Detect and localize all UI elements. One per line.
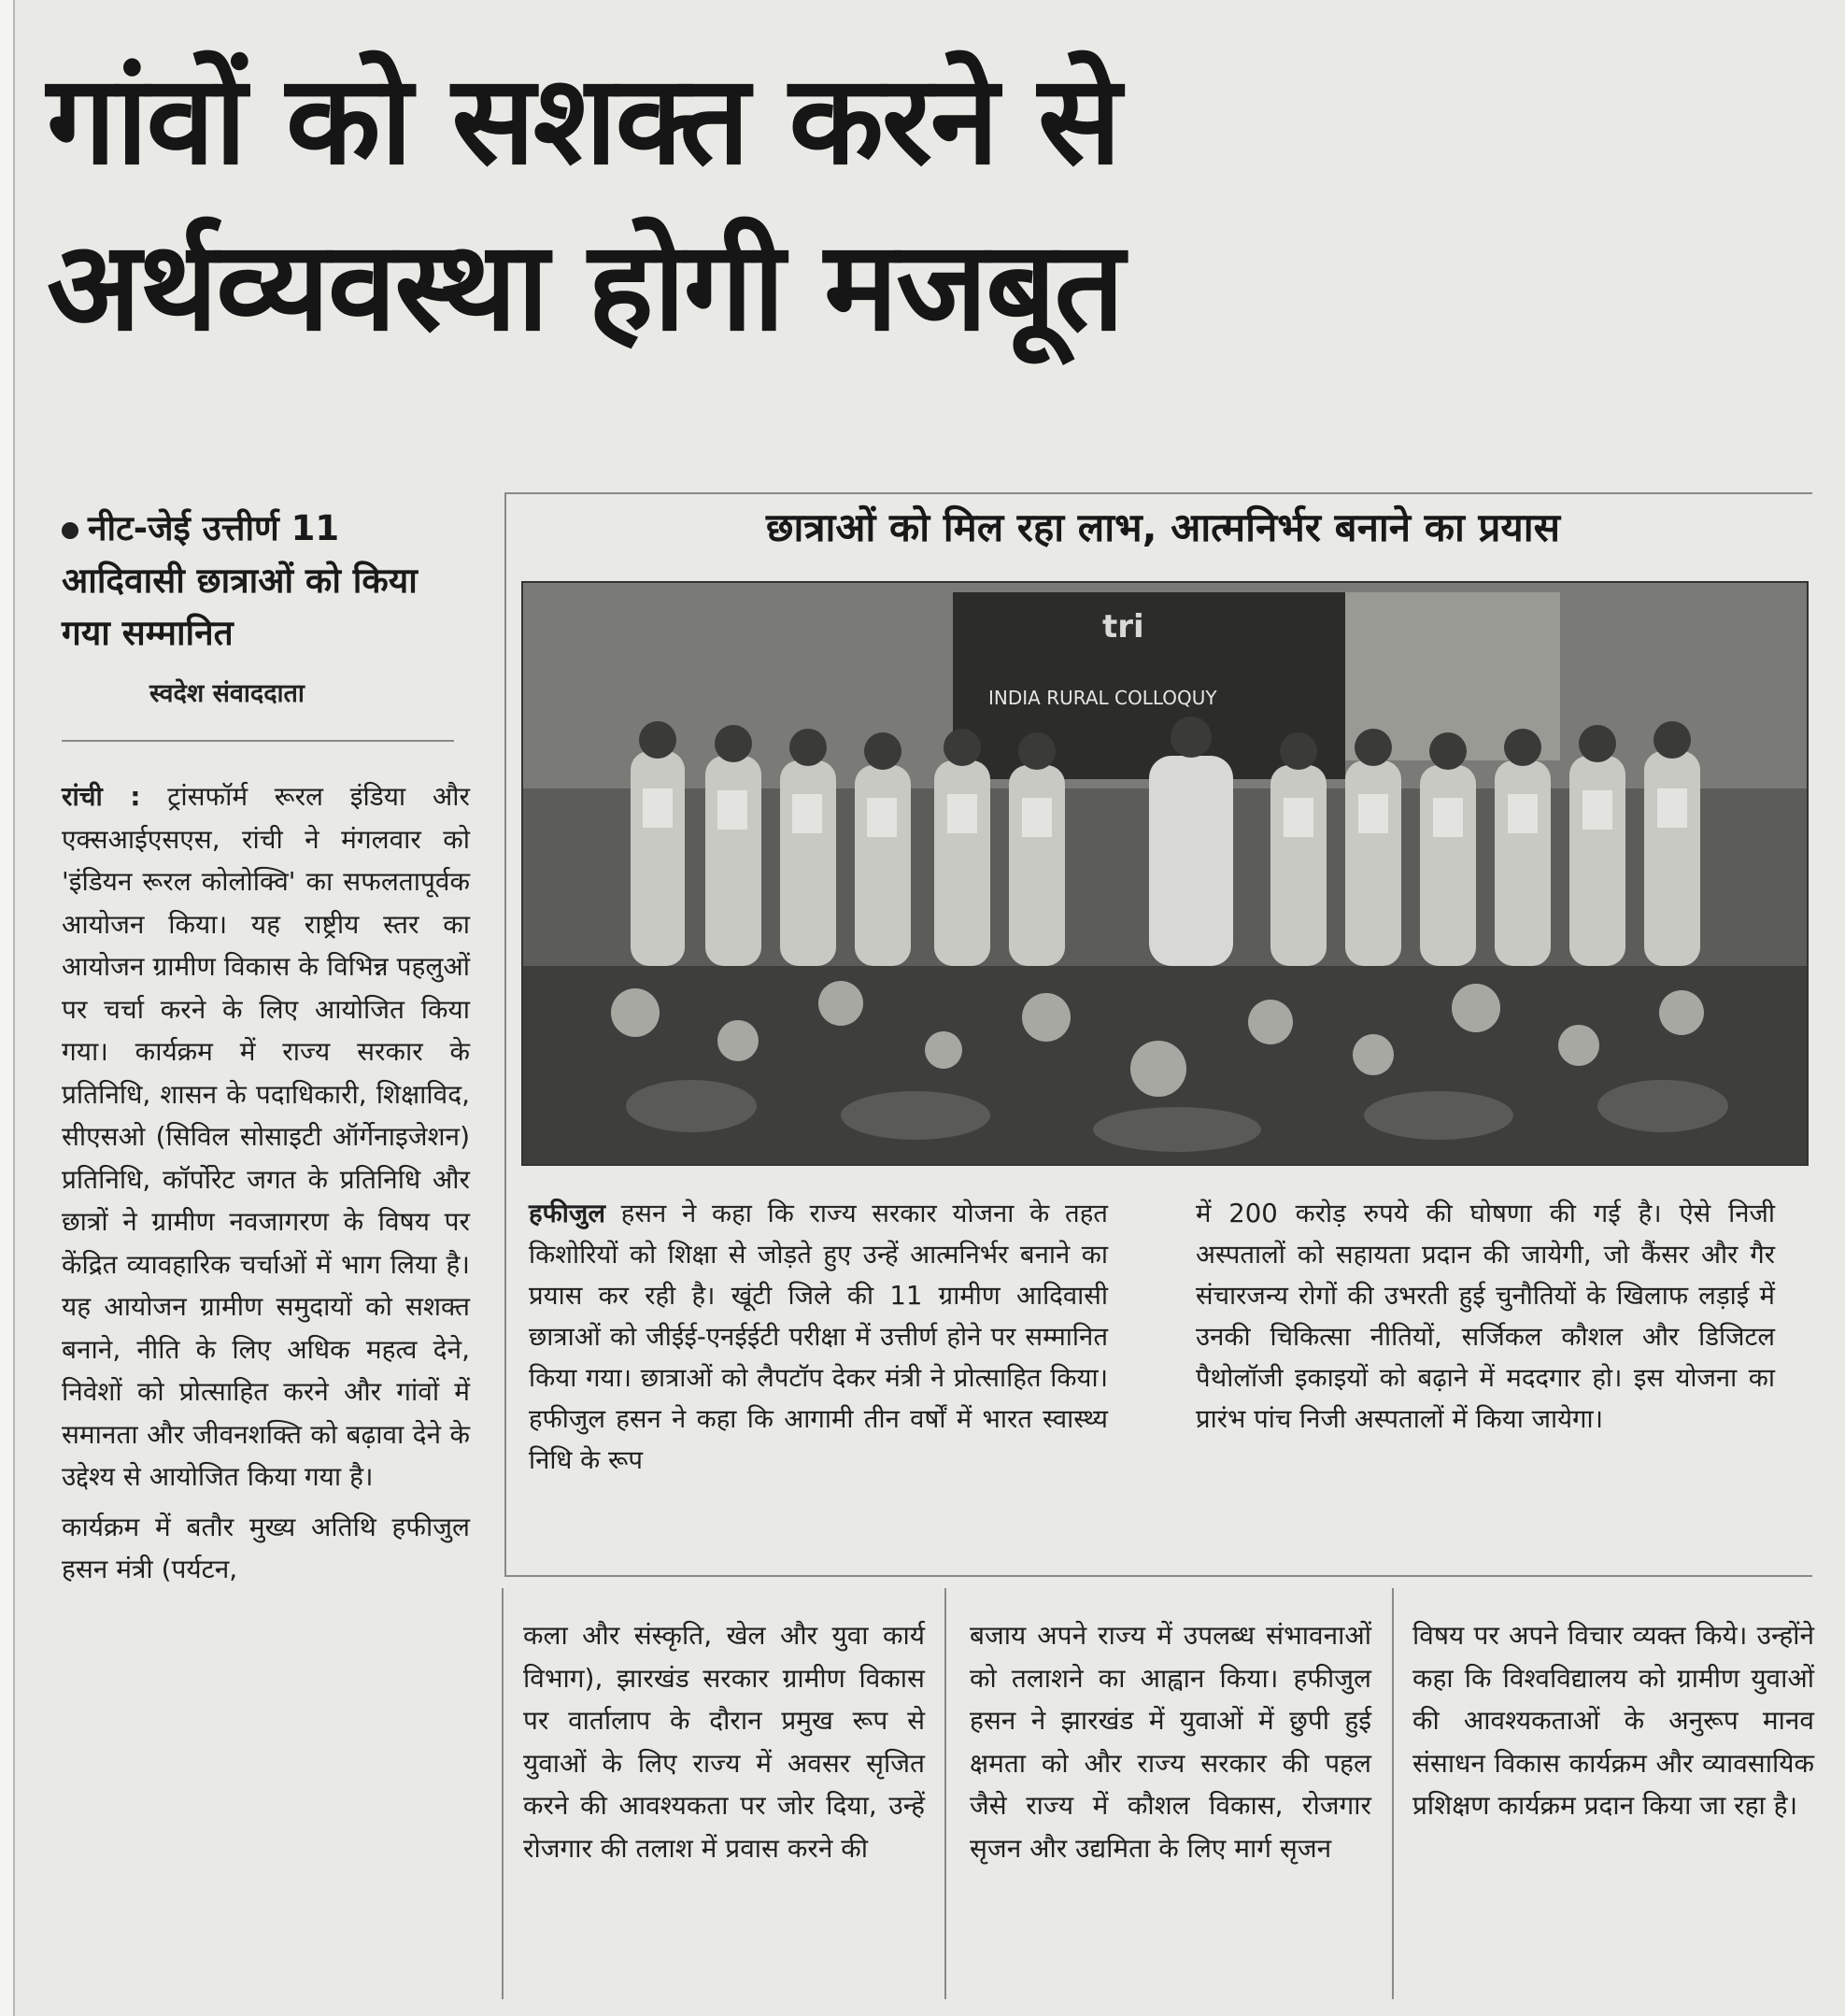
page-edge (0, 0, 15, 2016)
caption-left-text: हसन ने कहा कि राज्य सरकार योजना के तहत किशोरियों को शिक्षा से जोड़ते हुए उन्हें आत्मनिर्भर बनाने का प्रयास कर रही है। खूंटी जिले की 11 ग्रामीण आदिवासी छात्राओं को जीईई-एनईईटी परीक्षा में उत्तीर्ण होने पर सम्मानित किया गया। छात्राओं को लैपटॉप देकर मंत्री ने प्रोत्साहित किया। हफीजुल हसन ने कहा कि आगामी तीन वर्षों में भारत स्वास्थ्य निधि के रूप (529, 1199, 1108, 1475)
bottom-column-1: कला और संस्कृति, खेल और युवा कार्य विभाग), झारखंड सरकार ग्रामीण विकास पर वार्तालाप के दौरान प्रमुख रूप से युवाओं के लिए राज्य में अवसर सृजित करने की आवश्यकता पर जोर दिया, उन्हें रोजगार की तलाश में प्रवास करने की (523, 1620, 925, 1864)
headline-line-1: गांवों को सशक्त करने से (47, 49, 1120, 192)
byline: स्वदेश संवाददाता (149, 679, 305, 708)
column-1-para-2: कार्यक्रम में बतौर मुख्य अतिथि हफीजुल हसन मंत्री (पर्यटन, (62, 1511, 470, 1584)
side-heading (62, 503, 435, 660)
headline (47, 37, 1812, 370)
rule-subhead-left (504, 492, 506, 1576)
headline-line-2: अर्थव्यवस्था होगी मजबूत (47, 215, 1123, 359)
caption-lead: हफीजुल (529, 1199, 605, 1228)
bullet-icon (62, 522, 78, 539)
side-heading-text: नीट-जेई उत्तीर्ण 11 आदिवासी छात्राओं को किया गया सम्मानित (62, 508, 418, 653)
caption-left (529, 1193, 1108, 1481)
rule-caption-bottom (504, 1575, 1812, 1577)
bottom-column-2: बजाय अपने राज्य में उपलब्ध संभावनाओं को तलाशने का आह्वान किया। हफीजुल हसन ने झारखंड में युवाओं में छुपी हुई क्षमता को और राज्य सरकार की पहल जैसे राज्य में कौशल विकास, रोजगार सृजन और उद्यमिता के लिए मार्ग सृजन (970, 1620, 1371, 1864)
rule-column-divider-1 (502, 1588, 504, 1999)
event-photo (521, 581, 1809, 1166)
caption-right (1196, 1193, 1775, 1440)
column-1-para-1 (62, 775, 470, 1498)
bottom-column-3: विषय पर अपने विचार व्यक्त किये। उन्होंने कहा कि विश्वविद्यालय को ग्रामीण युवाओं की आवश्यकताओं के अनुरूप मानव संसाधन विकास कार्यक्रम और व्यावसायिक प्रशिक्षण कार्यक्रम प्रदान किया जा रहा है। (1412, 1620, 1814, 1821)
column-1 (62, 775, 470, 1598)
rule-left-top (62, 740, 454, 742)
event-photo-illustration (523, 583, 1807, 1164)
banner-logo: tri (1102, 608, 1144, 646)
subheading: छात्राओं को मिल रहा लाभ, आत्मनिर्भर बनाने का प्रयास (766, 504, 1560, 550)
rule-column-divider-3 (1392, 1588, 1394, 1999)
column-1-para-1-text: ट्रांसफॉर्म रूरल इंडिया और एक्सआईएसएस, रांची ने मंगलवार को 'इंडियन रूरल कोलोक्वि' का सफलतापूर्वक आयोजन किया। यह राष्ट्रीय स्तर का आयोजन ग्रामीण विकास के विभिन्न पहलुओं पर चर्चा करने के लिए आयोजित किया गया। कार्यक्रम में राज्य सरकार के प्रतिनिधि, शासन के पदाधिकारी, शिक्षाविद, सीएसओ (सिविल सोसाइटी ऑर्गेनाइजेशन) प्रतिनिधि, कॉर्पोरेट जगत के प्रतिनिधि और छात्रों ने ग्रामीण नवजागरण के विषय पर केंद्रित व्यावहारिक चर्चाओं में भाग लिया है। यह आयोजन ग्रामीण समुदायों को सशक्त बनाने, नीति के लिए अधिक महत्व देने, निवेशों को प्रोत्साहित करने और गांवों में समानता और जीवनशक्ति को बढ़ावा देने के उद्देश्य से आयोजित किया गया है। (62, 781, 470, 1492)
caption-right-text: में 200 करोड़ रुपये की घोषणा की गई है। ऐसे निजी अस्पतालों को सहायता प्रदान की जायेगी, जो कैंसर और गैर संचारजन्य रोगों की उभरती हुई चुनौतियों के खिलाफ लड़ाई में उनकी चिकित्सा नीतियों, सर्जिकल कौशल और डिजिटल पैथोलॉजी इकाइयों को बढ़ाने में मददगार हो। इस योजना का प्रारंभ पांच निजी अस्पतालों में किया जायेगा। (1196, 1199, 1775, 1434)
dateline: रांची : (62, 781, 141, 812)
banner-text: INDIA RURAL COLLOQUY (988, 687, 1217, 709)
rule-subhead-top (504, 492, 1812, 494)
rule-column-divider-2 (944, 1588, 946, 1999)
